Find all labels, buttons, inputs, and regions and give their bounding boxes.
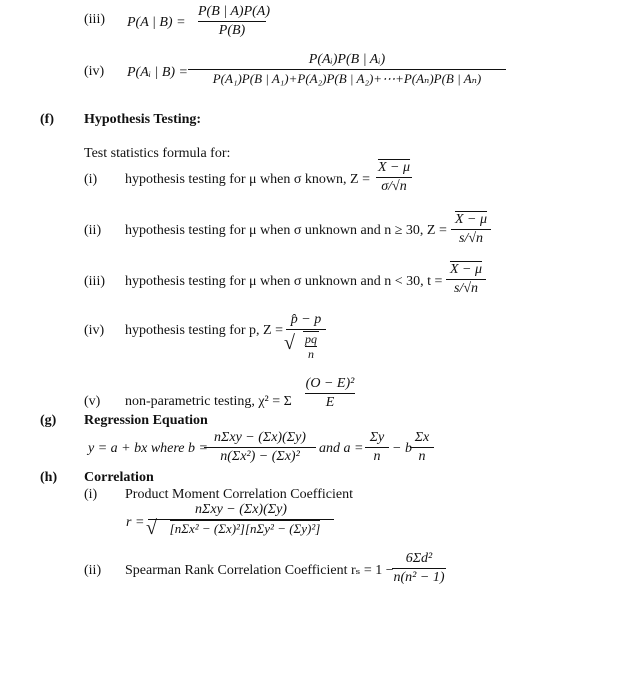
pearson-r-lhs: r = xyxy=(126,515,145,530)
regression-a-fraction-2 xyxy=(410,430,434,465)
f-item-label: (v) xyxy=(84,394,101,409)
spearman-denominator: n(n² − 1) xyxy=(393,570,445,585)
chi-square-fraction xyxy=(305,376,355,411)
regression-and-a: and a = xyxy=(319,441,364,456)
regression-a-fraction-1 xyxy=(365,430,389,465)
t-small-denominator: s/√n xyxy=(453,281,479,296)
section-f-label: (f) xyxy=(40,112,54,127)
z-known-denominator: σ/√n xyxy=(381,179,407,194)
spearman-numerator: 6Σd² xyxy=(405,551,433,566)
z-proportion-numerator: p̂ − p xyxy=(290,312,322,327)
bayes-lhs: P(A | B) = xyxy=(127,15,186,30)
item-label-iv: (iv) xyxy=(84,64,105,79)
sqrt-icon: √ xyxy=(146,517,157,539)
f-item-text: hypothesis testing for μ when σ unknown and n ≥ 30, Z = xyxy=(125,223,447,238)
chi-square-denominator: E xyxy=(325,395,335,410)
z-proportion-den-den: n xyxy=(305,346,317,361)
z-known-fraction xyxy=(376,160,412,195)
section-h-label: (h) xyxy=(40,470,58,485)
f-item-text: non-parametric testing, χ² = Σ xyxy=(125,394,292,409)
f-item-label: (iv) xyxy=(84,323,105,338)
z-proportion-den-num: pq xyxy=(305,332,317,346)
bayes-general-denominator: P(A₁)P(B | A₁)+P(A₂)P(B | A₂)+⋯+P(Aₙ)P(B | Aₙ) xyxy=(212,71,482,86)
z-known-numerator: X − μ xyxy=(377,160,411,175)
section-f-intro: Test statistics formula for: xyxy=(84,146,231,161)
pearson-numerator: nΣxy − (Σx)(Σy) xyxy=(195,502,287,517)
z-unknown-fraction xyxy=(451,212,491,247)
regression-minus-b: − b xyxy=(392,441,412,456)
bayes-denominator: P(B) xyxy=(218,23,246,38)
regression-a-num-2: Σx xyxy=(414,430,430,445)
bayes-general-lhs: P(Aᵢ | B) = xyxy=(127,65,188,80)
regression-a-den-1: n xyxy=(373,449,381,464)
sqrt-icon: √ xyxy=(284,332,295,354)
bayes-numerator: P(B | A)P(A) xyxy=(198,4,271,19)
bayes-fraction xyxy=(198,4,271,39)
f-item-label: (iii) xyxy=(84,274,105,289)
regression-equation: y = a + bx where b = xyxy=(88,441,208,456)
regression-a-den-2: n xyxy=(418,449,426,464)
regression-a-num-1: Σy xyxy=(369,430,385,445)
spearman-fraction xyxy=(392,551,446,586)
h-item-title: Product Moment Correlation Coefficient xyxy=(125,487,353,502)
item-label-iii: (iii) xyxy=(84,12,105,27)
section-f-title: Hypothesis Testing: xyxy=(84,112,202,127)
regression-b-numerator: nΣxy − (Σx)(Σy) xyxy=(214,430,306,445)
z-proportion-denominator xyxy=(286,331,326,363)
pearson-denominator xyxy=(146,517,334,539)
t-small-fraction xyxy=(446,262,486,297)
z-proportion-fraction xyxy=(286,312,326,363)
bayes-general-numerator: P(Aᵢ)P(B | Aᵢ) xyxy=(308,52,386,67)
regression-b-fraction xyxy=(204,430,316,465)
spearman-text: Spearman Rank Correlation Coefficient rₛ = 1 − xyxy=(125,563,394,578)
h-item-label: (ii) xyxy=(84,563,102,578)
f-item-text: hypothesis testing for p, Z = xyxy=(125,323,283,338)
bayes-general-fraction xyxy=(188,52,506,87)
f-item-label: (ii) xyxy=(84,223,102,238)
pearson-fraction xyxy=(148,502,334,538)
z-unknown-denominator: s/√n xyxy=(458,231,484,246)
z-unknown-numerator: X − μ xyxy=(454,212,488,227)
pearson-den-radicand: [nΣx² − (Σx)²][nΣy² − (Σy)²] xyxy=(169,521,321,536)
f-item-label: (i) xyxy=(84,172,98,187)
f-item-text: hypothesis testing for μ when σ unknown and n < 30, t = xyxy=(125,274,443,289)
t-small-numerator: X − μ xyxy=(449,262,483,277)
section-g-title: Regression Equation xyxy=(84,413,208,428)
chi-square-numerator: (O − E)² xyxy=(305,376,355,391)
f-item-text: hypothesis testing for μ when σ known, Z = xyxy=(125,172,370,187)
h-item-label: (i) xyxy=(84,487,98,502)
section-h-title: Correlation xyxy=(84,470,154,485)
section-g-label: (g) xyxy=(40,413,57,428)
regression-b-denominator: n(Σx²) − (Σx)² xyxy=(220,449,300,464)
